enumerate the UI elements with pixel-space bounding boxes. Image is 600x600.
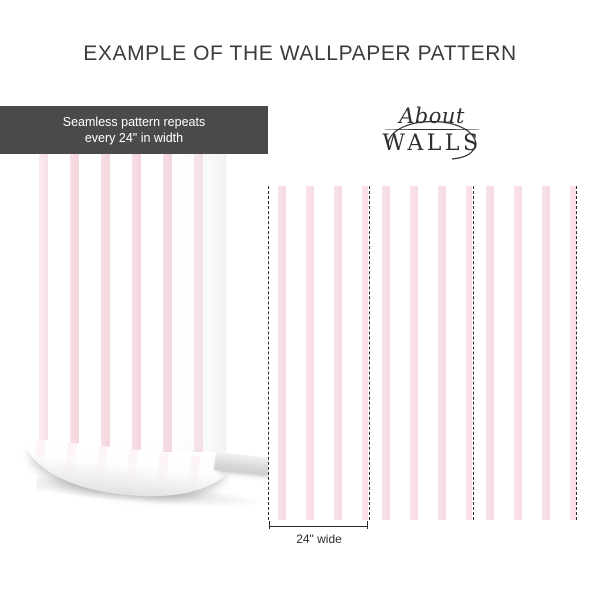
panel-seam-dashed-line — [369, 186, 370, 520]
pattern-panel — [476, 186, 576, 520]
brand-logo — [378, 104, 486, 168]
logo-word-about: About — [399, 104, 465, 128]
logo-divider — [384, 129, 480, 130]
pattern-panel-group — [266, 186, 578, 520]
measure-end-cap-right — [367, 521, 368, 529]
wallpaper-roll — [28, 152, 226, 452]
measure-line — [269, 526, 368, 527]
roll-pattern-surface — [28, 152, 226, 452]
panel-seam-dashed-line — [473, 186, 474, 520]
roll-shading-overlay — [28, 152, 226, 452]
width-measurement — [266, 524, 578, 554]
pattern-panel — [372, 186, 472, 520]
seamless-repeat-caption — [0, 106, 268, 154]
panel-seam-dashed-line — [576, 186, 577, 520]
logo-word-walls: WALLS — [382, 131, 482, 156]
caption-line-2: every 24" in width — [84, 131, 184, 145]
measure-label: 24" wide — [296, 532, 342, 546]
page-title: EXAMPLE OF THE WALLPAPER PATTERN — [83, 42, 517, 65]
pattern-panel — [268, 186, 368, 520]
caption-line-1: Seamless pattern repeats — [62, 115, 206, 129]
panel-seam-dashed-line — [268, 186, 269, 520]
measure-end-cap-left — [269, 521, 270, 529]
